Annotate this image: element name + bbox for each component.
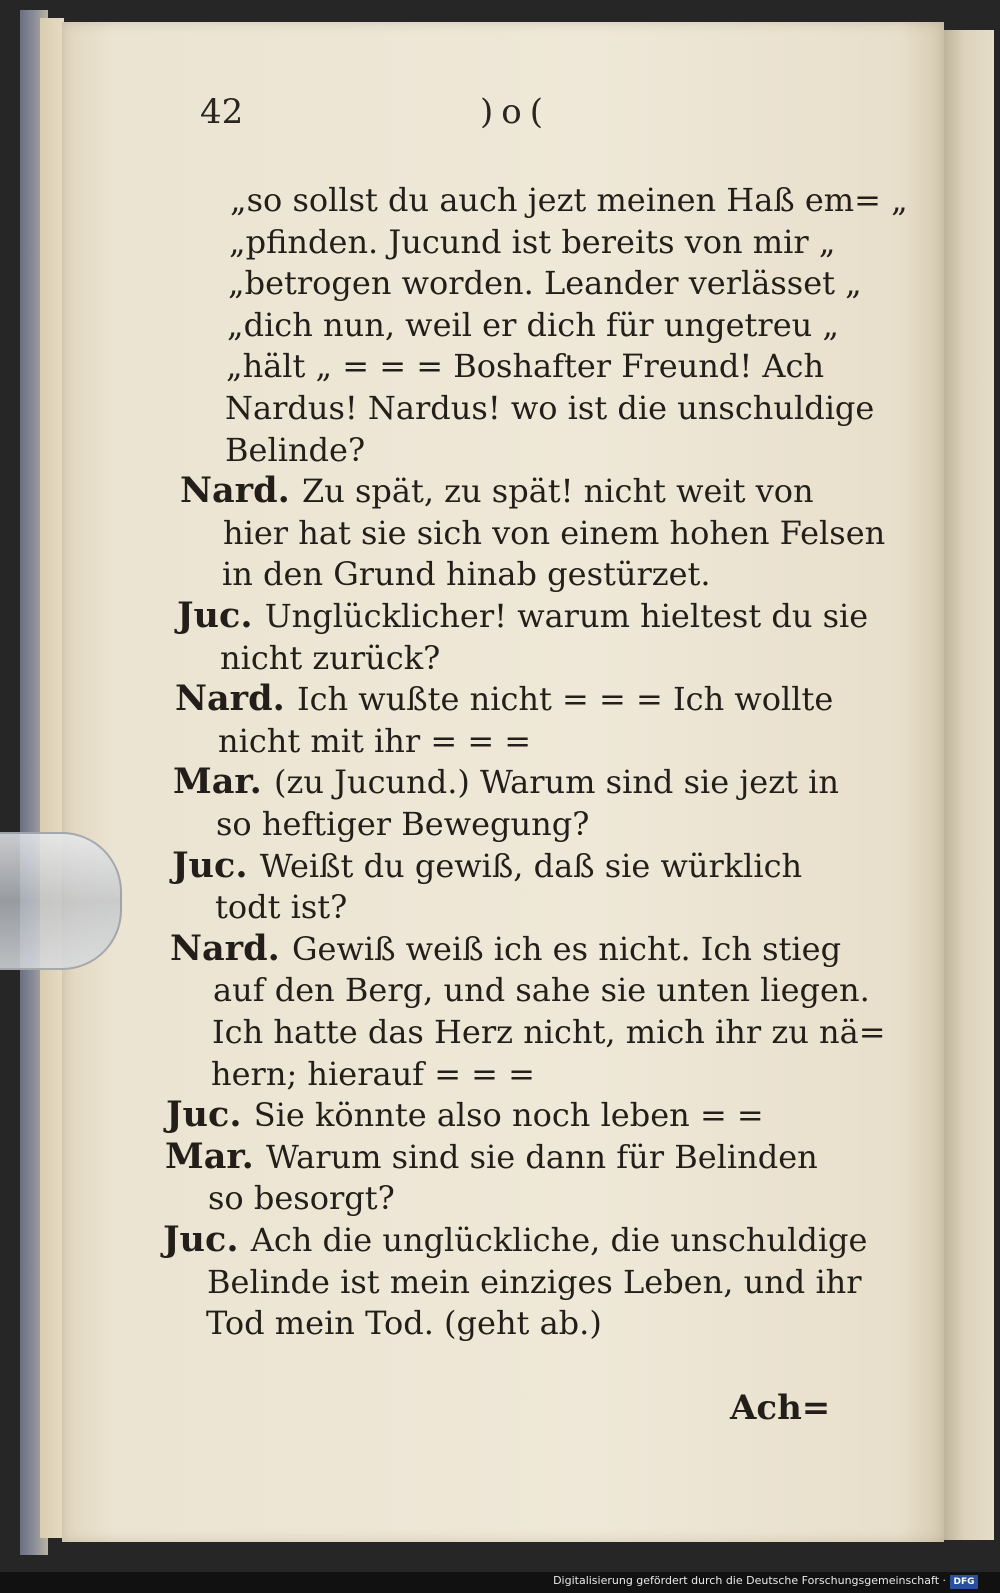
speech-line — [180, 471, 814, 511]
page-number: 42 — [200, 92, 244, 132]
text-line — [226, 346, 824, 386]
speech-line — [163, 1220, 867, 1260]
running-head: )o( — [480, 92, 551, 132]
text-line — [207, 1262, 862, 1302]
line-text: hern; hierauf = = = — [211, 1054, 535, 1093]
text-line — [228, 263, 862, 303]
speaker-label: Juc. — [163, 1219, 251, 1260]
speaker-label: Mar. — [165, 1135, 267, 1177]
speech-line — [170, 929, 841, 969]
text-line — [206, 1303, 602, 1343]
line-text: Ach die unglückliche, die unschuldige — [250, 1221, 868, 1259]
line-text: „pfinden. Jucund ist bereits von mir „ — [229, 222, 836, 261]
line-text: Tod mein Tod. (geht ab.) — [206, 1304, 602, 1343]
dfg-logo: DFG — [950, 1575, 978, 1589]
speaker-label: Juc. — [172, 844, 260, 886]
speaker-label: Nard. — [170, 927, 292, 969]
digitization-footer — [0, 1572, 1000, 1593]
line-text: Sie könnte also noch leben = = — [253, 1096, 764, 1135]
speech-line — [165, 1137, 818, 1177]
line-text: Weißt du gewiß, daß sie würklich — [259, 846, 803, 885]
line-text: Gewiß weiß ich es nicht. Ich stieg — [291, 929, 842, 968]
text-line — [213, 970, 870, 1010]
speaker-label: Nard. — [175, 678, 297, 720]
speaker-label: Juc. — [166, 1094, 254, 1136]
speech-line — [172, 846, 802, 886]
speech-line — [177, 596, 868, 636]
line-text: Ich wußte nicht = = = Ich wollte — [296, 680, 834, 719]
text-line — [218, 721, 531, 761]
text-line — [225, 430, 365, 470]
line-text: nicht zurück? — [220, 638, 441, 677]
line-text: Unglücklicher! warum hieltest du sie — [264, 597, 869, 635]
line-text: (zu Jucund.) Warum sind sie jezt in — [274, 763, 839, 802]
line-text: Ich hatte das Herz nicht, mich ihr zu nä= — [212, 1013, 886, 1051]
text-line — [225, 388, 874, 428]
text-line — [211, 1054, 535, 1094]
line-text: nicht mit ihr = = = — [218, 721, 532, 760]
text-line — [222, 554, 711, 594]
text-line — [208, 1178, 395, 1218]
speech-line — [175, 679, 833, 719]
line-text: so besorgt? — [208, 1179, 395, 1218]
line-text: Nardus! Nardus! wo ist die unschuldige — [225, 389, 875, 427]
footer-credit: Digitalisierung gefördert durch die Deutsche Forschungsgemeinschaft · — [553, 1574, 946, 1587]
line-text: so heftiger Bewegung? — [216, 805, 590, 843]
line-text: Belinde ist mein einziges Leben, und ihr — [207, 1262, 862, 1301]
line-text: „so sollst du auch jezt meinen Haß em= „ — [230, 181, 908, 219]
speech-line — [166, 1095, 764, 1135]
line-text: „hält „ = = = Boshafter Freund! Ach — [226, 347, 825, 386]
text-line — [216, 804, 589, 844]
text-line — [223, 513, 885, 553]
catchword: Ach= — [730, 1388, 831, 1428]
line-text: „dich nun, weil er dich für ungetreu „ — [227, 305, 839, 344]
text-line — [212, 1012, 886, 1052]
text-line — [215, 887, 347, 927]
line-text: Warum sind sie dann für Belinden — [266, 1137, 818, 1176]
line-text: auf den Berg, und sahe sie unten liegen. — [213, 971, 870, 1010]
line-text: Belinde? — [225, 430, 366, 469]
line-text: todt ist? — [215, 888, 348, 927]
text-line — [229, 222, 835, 262]
speaker-label: Juc. — [177, 595, 265, 636]
line-text: Zu spät, zu spät! nicht weit von — [301, 472, 814, 511]
speech-line — [173, 762, 839, 802]
text-line — [230, 180, 908, 220]
speaker-label: Mar. — [173, 761, 275, 803]
line-text: in den Grund hinab gestürzet. — [222, 555, 711, 594]
speaker-label: Nard. — [180, 470, 302, 512]
text-line — [220, 638, 440, 678]
line-text: hier hat sie sich von einem hohen Felsen — [223, 513, 886, 552]
line-text: „betrogen worden. Leander verlässet „ — [228, 264, 862, 303]
text-line — [227, 305, 839, 345]
